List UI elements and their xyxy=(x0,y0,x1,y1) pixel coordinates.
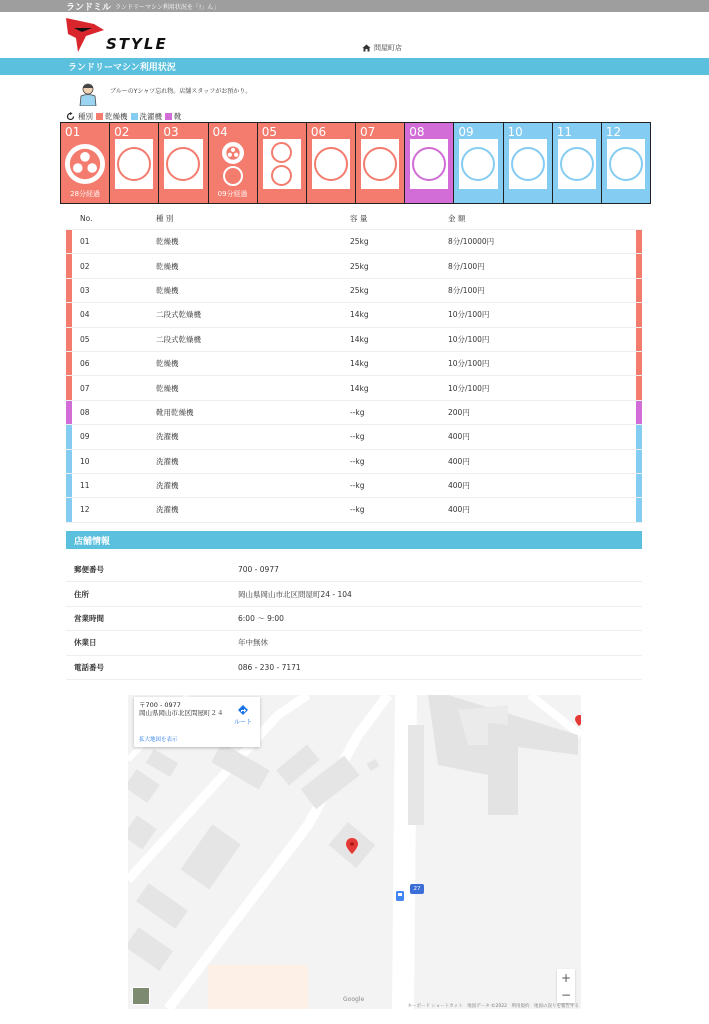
cell-price: 400円 xyxy=(448,505,470,515)
notice-message: ブルーのYシャツ忘れ物。店舗スタッフがお預かり。 xyxy=(110,88,252,95)
info-value: 6:00 〜 9:00 xyxy=(238,613,284,623)
drum-icon xyxy=(65,144,105,184)
cell-no: 07 xyxy=(80,383,90,393)
row-color-stripe xyxy=(636,279,642,302)
cell-capacity: --kg xyxy=(350,481,365,491)
cell-no: 10 xyxy=(80,456,90,466)
info-row xyxy=(66,656,642,680)
cell-price: 400円 xyxy=(448,456,470,466)
machine-number: 04 xyxy=(212,125,228,139)
table-row xyxy=(66,254,642,278)
drum-icon xyxy=(412,147,446,181)
info-value: 年中無休 xyxy=(238,638,268,648)
map-route-button[interactable] xyxy=(234,705,252,726)
cell-price: 400円 xyxy=(448,432,470,442)
header-no: No. xyxy=(80,214,93,223)
table-row xyxy=(66,450,642,474)
cell-price: 400円 xyxy=(448,481,470,491)
machine-06[interactable] xyxy=(307,123,356,203)
home-icon xyxy=(362,44,371,52)
machine-status-grid xyxy=(60,122,651,204)
table-header xyxy=(66,208,642,230)
table-row xyxy=(66,498,642,522)
legend-swatch xyxy=(96,113,103,120)
machine-door xyxy=(509,139,547,189)
legend-swatch xyxy=(131,113,138,120)
legend xyxy=(66,111,185,122)
refresh-icon[interactable] xyxy=(66,112,75,121)
table-row xyxy=(66,474,642,498)
machine-number: 10 xyxy=(507,125,523,139)
zoom-controls xyxy=(557,969,575,1003)
row-color-stripe xyxy=(636,376,642,399)
row-color-stripe xyxy=(66,328,72,351)
cell-no: 04 xyxy=(80,310,90,320)
cell-no: 09 xyxy=(80,432,90,442)
machine-door xyxy=(263,139,301,189)
machine-door xyxy=(164,139,202,189)
route-label: ルート xyxy=(233,719,252,726)
logo-mark-icon xyxy=(64,16,108,54)
info-key: 住所 xyxy=(74,589,89,599)
cell-kind: 靴用乾燥機 xyxy=(156,407,194,417)
row-color-stripe xyxy=(636,498,642,521)
cell-no: 12 xyxy=(80,505,90,515)
cell-kind: 二段式乾燥機 xyxy=(156,334,201,344)
zoom-in-button[interactable]: + xyxy=(560,970,572,985)
legend-item xyxy=(131,111,163,122)
machine-number: 02 xyxy=(114,125,130,139)
cell-capacity: --kg xyxy=(350,456,365,466)
cell-price: 10分/100円 xyxy=(448,310,490,320)
store-info-table xyxy=(66,558,642,680)
cell-no: 11 xyxy=(80,481,90,491)
store-info-title xyxy=(66,531,642,549)
machine-number: 11 xyxy=(556,125,572,139)
machine-05[interactable] xyxy=(258,123,307,203)
machine-number: 09 xyxy=(458,125,474,139)
elapsed-time: 09分経過 xyxy=(217,190,248,198)
cell-capacity: 14kg xyxy=(350,359,369,369)
table-row xyxy=(66,328,642,352)
table-row xyxy=(66,425,642,449)
cell-capacity: --kg xyxy=(350,407,365,417)
google-map[interactable] xyxy=(128,695,581,1009)
store-info-heading: 店舗情報 xyxy=(74,536,111,547)
machine-11[interactable] xyxy=(553,123,602,203)
cell-price: 10分/100円 xyxy=(448,383,490,393)
info-row xyxy=(66,582,642,606)
drum-icon xyxy=(511,147,545,181)
cell-kind: 乾燥機 xyxy=(156,359,179,369)
store-name[interactable] xyxy=(362,43,402,53)
cell-kind: 洗濯機 xyxy=(156,505,179,515)
row-color-stripe xyxy=(66,230,72,253)
top-bar xyxy=(0,0,709,12)
machine-door xyxy=(607,139,645,189)
machine-door xyxy=(410,139,448,189)
table-row xyxy=(66,376,642,400)
machine-number: 03 xyxy=(163,125,179,139)
cell-kind: 乾燥機 xyxy=(156,261,179,271)
store-label: 問屋町店 xyxy=(374,44,402,52)
map-address xyxy=(139,701,224,717)
row-color-stripe xyxy=(66,376,72,399)
cell-no: 05 xyxy=(80,334,90,344)
cell-kind: 二段式乾燥機 xyxy=(156,310,201,320)
cell-capacity: 14kg xyxy=(350,334,369,344)
row-color-stripe xyxy=(66,425,72,448)
logo-text: STYLE xyxy=(106,35,168,53)
row-color-stripe xyxy=(636,254,642,277)
machine-08[interactable] xyxy=(405,123,454,203)
cell-price: 8分/10000円 xyxy=(448,237,495,247)
logo[interactable] xyxy=(64,16,184,54)
cell-capacity: 25kg xyxy=(350,261,369,271)
table-row xyxy=(66,401,642,425)
machine-03[interactable] xyxy=(159,123,208,203)
row-color-stripe xyxy=(636,450,642,473)
machine-number: 06 xyxy=(310,125,327,139)
cell-no: 01 xyxy=(80,237,90,247)
table-row xyxy=(66,230,642,254)
info-value: 岡山県岡山市北区問屋町24 - 104 xyxy=(238,589,352,599)
legend-label: 種別 xyxy=(78,112,93,121)
route-badge: 27 xyxy=(410,884,424,894)
cell-price: 200円 xyxy=(448,407,470,417)
cell-kind: 洗濯機 xyxy=(156,432,179,442)
machine-number: 07 xyxy=(360,125,376,139)
header-capacity: 容 量 xyxy=(350,214,368,223)
info-key: 郵便番号 xyxy=(74,565,104,575)
legend-item xyxy=(96,111,128,122)
row-color-stripe xyxy=(636,401,642,424)
machine-number: 08 xyxy=(409,125,425,139)
row-color-stripe xyxy=(636,328,642,351)
machine-door xyxy=(115,139,153,189)
cell-price: 10分/100円 xyxy=(448,334,490,344)
map-address-line1: 〒700 - 0977 xyxy=(139,701,181,709)
row-color-stripe xyxy=(66,474,72,497)
row-color-stripe xyxy=(66,450,72,473)
usage-section-title xyxy=(0,58,709,75)
machine-number: 12 xyxy=(605,125,622,139)
cell-price: 8分/100円 xyxy=(448,261,485,271)
machine-door xyxy=(312,139,350,189)
info-key: 営業時間 xyxy=(74,613,104,623)
table-row xyxy=(66,279,642,303)
drum-icon xyxy=(271,142,292,163)
row-color-stripe xyxy=(66,254,72,277)
cell-capacity: --kg xyxy=(350,505,365,515)
drum-icon xyxy=(314,147,348,181)
cell-capacity: 25kg xyxy=(350,285,369,295)
table-row xyxy=(66,303,642,327)
row-color-stripe xyxy=(66,401,72,424)
notice xyxy=(78,82,251,106)
usage-title: ランドリーマシン利用状況 xyxy=(68,63,176,73)
cell-kind: 乾燥機 xyxy=(156,285,179,295)
cell-kind: 乾燥機 xyxy=(156,383,179,393)
legend-item-label: 靴 xyxy=(174,112,182,121)
drum-icon xyxy=(166,147,200,181)
row-color-stripe xyxy=(66,303,72,326)
info-key: 休業日 xyxy=(74,638,97,648)
drum-icon xyxy=(363,147,397,181)
cell-kind: 乾燥機 xyxy=(156,237,179,247)
cell-kind: 洗濯機 xyxy=(156,481,179,491)
drum-icon xyxy=(560,147,594,181)
cell-kind: 洗濯機 xyxy=(156,456,179,466)
row-color-stripe xyxy=(636,474,642,497)
drum-icon xyxy=(609,147,643,181)
machine-09[interactable] xyxy=(454,123,503,203)
machine-07[interactable] xyxy=(356,123,405,203)
header-price: 金 額 xyxy=(448,214,466,223)
machine-door xyxy=(214,139,252,189)
cell-capacity: 14kg xyxy=(350,383,369,393)
machine-number: 05 xyxy=(261,125,277,139)
cell-capacity: --kg xyxy=(350,432,365,442)
row-color-stripe xyxy=(636,303,642,326)
machine-door xyxy=(558,139,596,189)
row-color-stripe xyxy=(66,352,72,375)
directions-icon xyxy=(238,705,248,715)
google-logo: Google xyxy=(343,996,365,1003)
brand-description: ランドリーマシン利用状況を「!」ん」 xyxy=(115,3,220,11)
legend-item-label: 乾燥機 xyxy=(105,112,128,121)
legend-item-label: 洗濯機 xyxy=(139,112,162,121)
header-kind: 種 別 xyxy=(156,214,174,223)
drum-icon xyxy=(222,142,244,164)
row-color-stripe xyxy=(66,498,72,521)
cell-no: 06 xyxy=(80,359,90,369)
row-color-stripe xyxy=(636,352,642,375)
staff-icon xyxy=(78,82,98,106)
cell-no: 03 xyxy=(80,285,90,295)
brand-name: ランドミル xyxy=(66,2,112,13)
map-info-card xyxy=(134,697,260,747)
machine-table xyxy=(66,208,642,523)
machine-12[interactable] xyxy=(602,123,650,203)
machine-door xyxy=(459,139,497,189)
info-row xyxy=(66,607,642,631)
map-address-line2: 岡山県岡山市北区問屋町２４ xyxy=(139,709,224,717)
machine-02[interactable] xyxy=(110,123,159,203)
drum-icon xyxy=(117,147,151,181)
larger-map-link[interactable]: 拡大地図を表示 xyxy=(139,737,178,743)
info-value: 700 - 0977 xyxy=(238,565,279,575)
row-color-stripe xyxy=(636,230,642,253)
drum-icon xyxy=(271,165,292,186)
drum-icon xyxy=(461,147,495,181)
row-color-stripe xyxy=(636,425,642,448)
zoom-out-button[interactable]: − xyxy=(560,987,572,1002)
map-attribution[interactable]: キーボード ショートカット 地図データ ©2022 利用規約 地図の誤りを報告する xyxy=(407,1004,579,1009)
map-type-thumbnail[interactable] xyxy=(132,987,150,1005)
table-row xyxy=(66,352,642,376)
machine-01[interactable] xyxy=(61,123,110,203)
cell-no: 02 xyxy=(80,261,90,271)
machine-10[interactable] xyxy=(504,123,553,203)
machine-number: 01 xyxy=(65,125,81,139)
legend-swatch xyxy=(165,113,172,120)
machine-door xyxy=(66,139,104,189)
machine-04[interactable] xyxy=(209,123,258,203)
info-key: 電話番号 xyxy=(74,662,104,672)
cell-capacity: 25kg xyxy=(350,237,369,247)
cell-price: 8分/100円 xyxy=(448,285,485,295)
info-value: 086 - 230 - 7171 xyxy=(238,662,301,672)
cell-no: 08 xyxy=(80,407,90,417)
drum-icon xyxy=(223,166,243,186)
row-color-stripe xyxy=(66,279,72,302)
info-row xyxy=(66,631,642,655)
cell-price: 10分/100円 xyxy=(448,359,490,369)
elapsed-time: 28分経過 xyxy=(70,190,101,198)
machine-door xyxy=(361,139,399,189)
legend-item xyxy=(165,111,182,122)
cell-capacity: 14kg xyxy=(350,310,369,320)
info-row xyxy=(66,558,642,582)
